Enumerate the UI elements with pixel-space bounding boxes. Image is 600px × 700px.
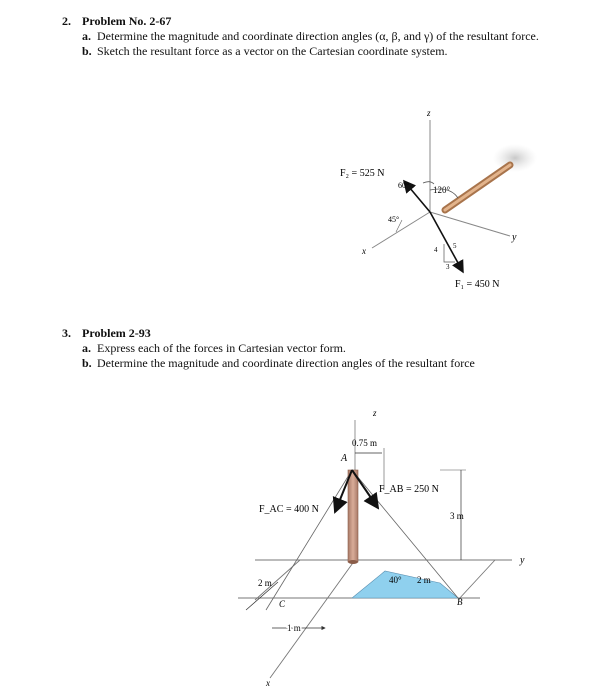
f1-label: F₁ = 450 N [455, 279, 500, 290]
point-a: A [341, 453, 348, 464]
fac-label: F_AC = 400 N [259, 504, 319, 515]
dim-2m-left-label: 2 m [258, 578, 272, 588]
f2-label: F₂ = 525 N [340, 168, 385, 179]
point-b: B [457, 597, 463, 607]
dim-1m-label: 1 m [287, 623, 301, 633]
x-label-3: x [266, 678, 270, 688]
slope-4: 4 [434, 246, 438, 254]
problem-3-part-b: b. Determine the magnitude and coordinate direction angles of the resultant force [82, 356, 475, 370]
cable-ac [266, 470, 352, 610]
point-c: C [279, 599, 286, 609]
ground-right-line [458, 560, 495, 600]
angle-120-label: 120° [433, 185, 451, 195]
problem-2-part-b: b. Sketch the resultant force as a vector on the Cartesian coordinate system. [82, 44, 448, 58]
fab-label: F_AB = 250 N [379, 484, 439, 495]
dim-3m-label: 3 m [450, 511, 464, 521]
y-label: y [512, 232, 517, 243]
ground-triangle [352, 571, 458, 598]
z-label: z [427, 108, 431, 118]
slope-5: 5 [453, 242, 457, 250]
problem-2-title: 2. Problem No. 2-67 [62, 14, 172, 28]
problem-3-title: 3. Problem 2-93 [62, 326, 151, 340]
dim-075-label: 0.75 m [352, 438, 378, 448]
z-label-3: z [373, 408, 377, 418]
pole-base [348, 560, 358, 564]
y-label-3: y [520, 555, 525, 566]
pole [348, 470, 358, 562]
slope-3: 3 [446, 263, 450, 271]
angle-40-label: 40° [389, 575, 402, 585]
angle-45-label: 45° [388, 215, 400, 224]
x-label: x [362, 246, 366, 256]
problem-2-part-a: a. Determine the magnitude and coordinate direction angles (α, β, and γ) of the resultant force. [82, 29, 539, 43]
dim-2m-right-label: 2 m [417, 575, 431, 585]
angle-60-label: 60° [398, 181, 410, 190]
problem-3-part-a: a. Express each of the forces in Cartesian vector form. [82, 341, 346, 355]
x-axis-line-3 [270, 560, 355, 678]
